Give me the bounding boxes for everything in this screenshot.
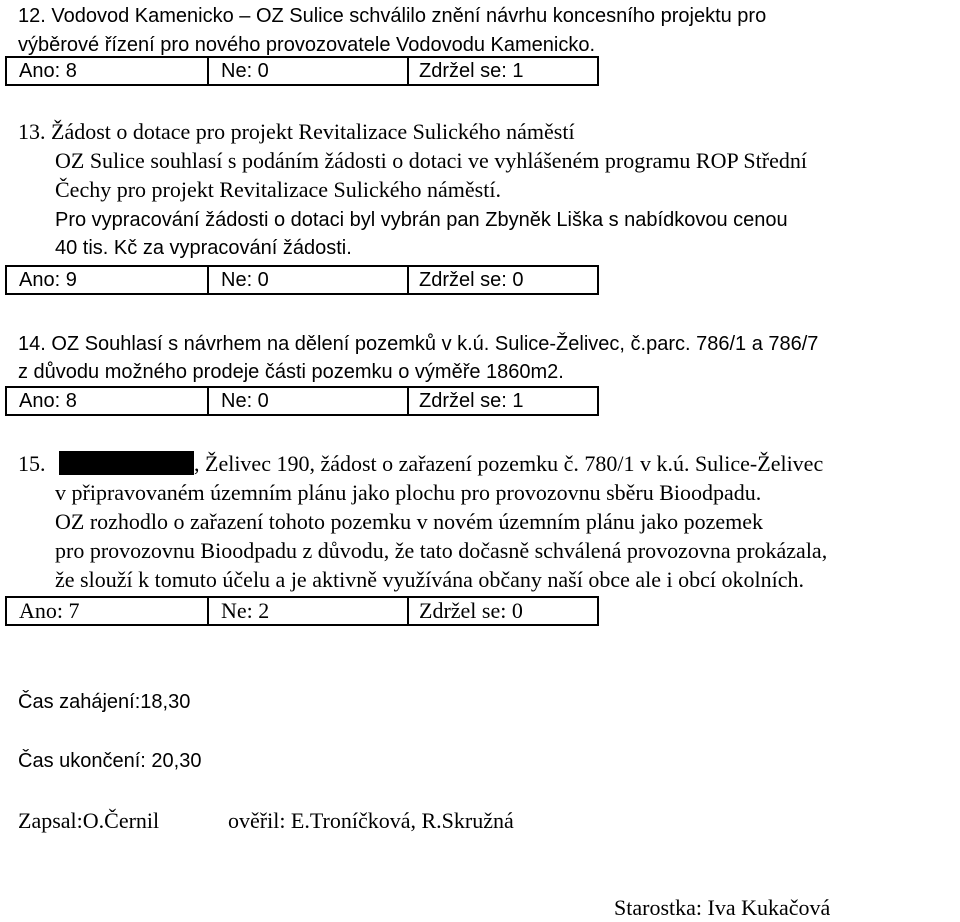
vote-ano: Ano: 8 — [19, 60, 77, 82]
vote-ano: Ano: 7 — [19, 598, 80, 623]
item15-line4: pro provozovnu Bioodpadu z důvodu, že tato dočasně schválená provozovna prokázala, — [55, 538, 828, 563]
item14-line2: z důvodu možného prodeje části pozemku o výměře 1860m2. — [18, 361, 564, 383]
item13-line5: 40 tis. Kč za vypracování žádosti. — [55, 237, 352, 259]
verified-by: ověřil: E.Troníčková, R.Skružná — [228, 808, 514, 833]
item15-number: 15. — [18, 451, 46, 476]
item15-line5: že slouží k tomuto účelu a je aktivně využívána občany naší obce ale i obcí okolních. — [55, 567, 804, 592]
item13-line2: OZ Sulice souhlasí s podáním žádosti o dotaci ve vyhlášeném programu ROP Střední — [55, 148, 807, 173]
item15-line3: OZ rozhodlo o zařazení tohoto pozemku v novém územním plánu jako pozemek — [55, 509, 764, 534]
recorded-by: Zapsal:O.Černil — [18, 808, 160, 833]
item15-vote-table — [5, 596, 599, 626]
item12-line1: 12. Vodovod Kamenicko – OZ Sulice schválilo znění návrhu koncesního projektu pro — [18, 5, 767, 27]
item12-line2: výběrové řízení pro nového provozovatele Vodovodu Kamenicko. — [18, 34, 596, 56]
item12-vote-table — [5, 56, 599, 86]
redacted-name-block — [59, 451, 194, 475]
vote-zdrzel: Zdržel se: 0 — [407, 267, 597, 293]
item13-line3: Čechy pro projekt Revitalizace Sulického náměstí. — [55, 177, 501, 202]
vote-zdrzel: Zdržel se: 1 — [407, 388, 597, 414]
mayor-signature-line: Starostka: Iva Kukačová — [614, 895, 831, 920]
vote-ano: Ano: 9 — [19, 269, 77, 291]
vote-ne: Ne: 0 — [207, 58, 407, 84]
start-time: Čas zahájení:18,30 — [18, 691, 191, 713]
item15-line1-text: , Želivec 190, žádost o zařazení pozemku č. 780/1 v k.ú. Sulice-Želivec — [194, 451, 824, 476]
vote-zdrzel: Zdržel se: 1 — [407, 58, 597, 84]
vote-ne: Ne: 2 — [207, 598, 407, 624]
item14-vote-table — [5, 386, 599, 416]
item13-title: 13. Žádost o dotace pro projekt Revitalizace Sulického náměstí — [18, 119, 575, 144]
item15-line2: v připravovaném územním plánu jako plochu pro provozovnu sběru Bioodpadu. — [55, 480, 762, 505]
item15-line1 — [18, 450, 823, 478]
vote-ne: Ne: 0 — [207, 388, 407, 414]
vote-ano: Ano: 8 — [19, 390, 77, 412]
vote-ne: Ne: 0 — [207, 267, 407, 293]
item13-line4: Pro vypracování žádosti o dotaci byl vybrán pan Zbyněk Liška s nabídkovou cenou — [55, 209, 788, 231]
item13-vote-table — [5, 265, 599, 295]
item14-line1: 14. OZ Souhlasí s návrhem na dělení pozemků v k.ú. Sulice-Želivec, č.parc. 786/1 a 786/7 — [18, 333, 819, 355]
vote-zdrzel: Zdržel se: 0 — [407, 598, 597, 624]
end-time: Čas ukončení: 20,30 — [18, 750, 202, 772]
